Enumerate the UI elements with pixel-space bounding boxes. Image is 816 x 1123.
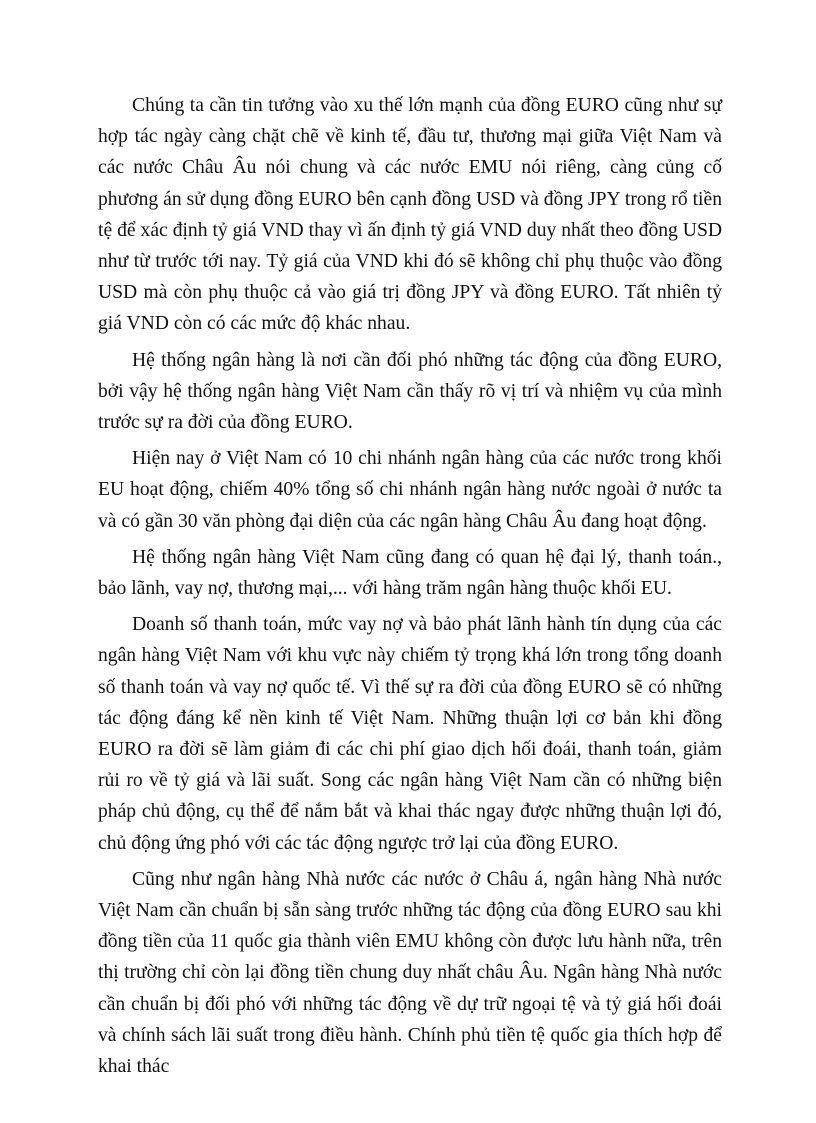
paragraph-state-bank: Cũng như ngân hàng Nhà nước các nước ở Châu á, ngân hàng Nhà nước Việt Nam cần chuẩn bị sẵn sàng trước những tác động của đồng EURO sau khi đồng tiền của 11 quốc gia thành viên EMU không còn được lưu hành nữa, trên thị trường chỉ còn lại đồng tiền chung duy nhất châu Âu. Ngân hàng Nhà nước cần chuẩn bị đối phó với những tác động về dự trữ ngoại tệ và tỷ giá hối đoái và chính sách lãi suất trong điều hành. Chính phủ tiền tệ quốc gia thích hợp để khai thác — [98, 868, 722, 1078]
paragraph-payment-volume: Doanh số thanh toán, mức vay nợ và bảo phát lãnh hành tín dụng của các ngân hàng Việt Nam với khu vực này chiếm tỷ trọng khá lớn trong tổng doanh số thanh toán và vay nợ quốc tế. Vì thế sự ra đời của đồng EURO sẽ có những tác động đáng kể nền kinh tế Việt Nam. Những thuận lợi cơ bản khi đồng EURO ra đời sẽ làm giảm đi các chi phí giao dịch hối đoái, thanh toán, giảm rủi ro về tỷ giá và lãi suất. Song các ngân hàng Việt Nam cần có những biện pháp chủ động, cụ thể để nắm bắt và khai thác ngay được những thuận lợi đó, chủ động ứng phó với các tác động ngược trở lại của đồng EURO. — [98, 614, 722, 854]
paragraph-eu-branches: Hiện nay ở Việt Nam có 10 chi nhánh ngân hàng của các nước trong khối EU hoạt động, chiếm 40% tổng số chi nhánh ngân hàng nước ngoài ở nước ta và có gần 30 văn phòng đại diện của các ngân hàng Châu Âu đang hoạt động. — [98, 448, 722, 532]
paragraph-banking-relations: Hệ thống ngân hàng Việt Nam cũng đang có quan hệ đại lý, thanh toán., bảo lãnh, vay nợ, thương mại,... với hàng trăm ngân hàng thuộc khối EU. — [98, 546, 722, 600]
document-page — [98, 90, 722, 1087]
paragraph-euro-trend: Chúng ta cần tin tưởng vào xu thế lớn mạnh của đồng EURO cũng như sự hợp tác ngày càng chặt chẽ về kinh tế, đầu tư, thương mại giữa Việt Nam và các nước Châu Âu nói chung và các nước EMU nói riêng, càng củng cố phương án sử dụng đồng EURO bên cạnh đồng USD và đồng JPY trong rổ tiền tệ để xác định tỷ giá VND thay vì ấn định tỷ giá VND duy nhất theo đồng USD như từ trước tới nay. Tỷ giá của VND khi đó sẽ không chỉ phụ thuộc vào đồng USD mà còn phụ thuộc cả vào giá trị đồng JPY và đồng EURO. Tất nhiên tỷ giá VND còn có các mức độ khác nhau. — [98, 95, 722, 335]
paragraph-banking-system: Hệ thống ngân hàng là nơi cần đối phó những tác động của đồng EURO, bởi vậy hệ thống ngân hàng Việt Nam cần thấy rõ vị trí và nhiệm vụ của mình trước sự ra đời của đồng EURO. — [98, 349, 722, 434]
